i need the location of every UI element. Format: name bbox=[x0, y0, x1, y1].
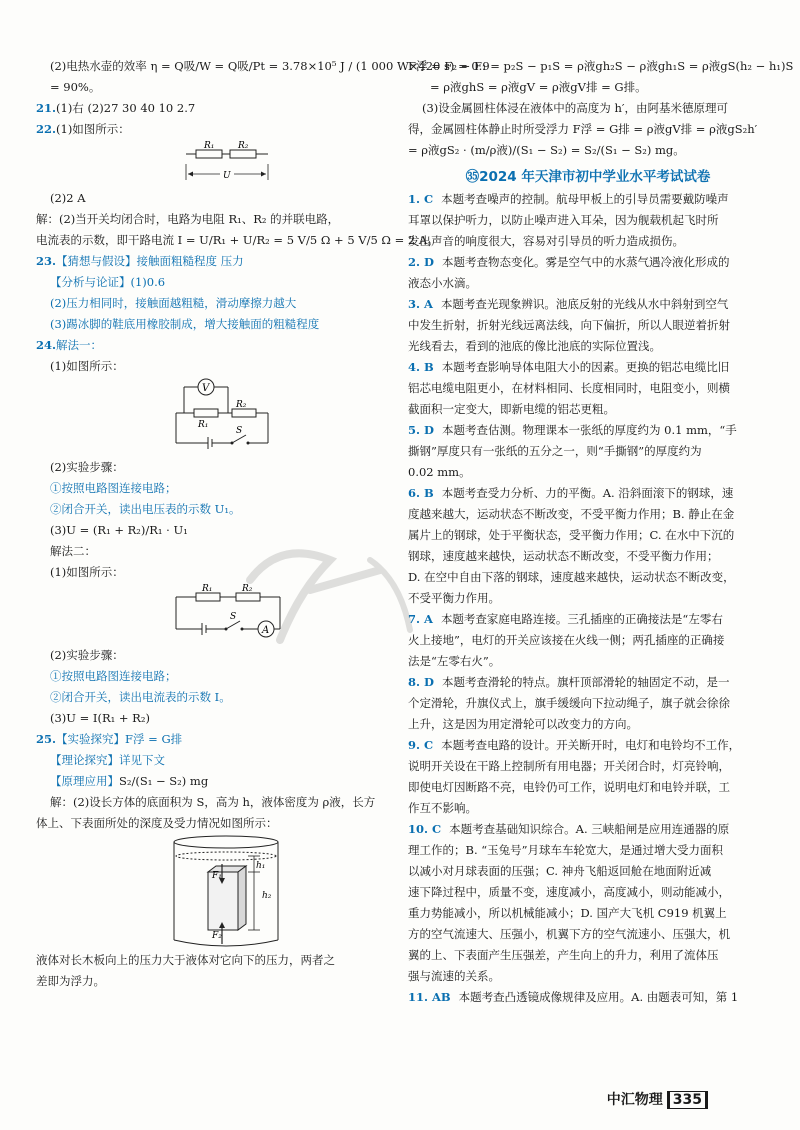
answer-10-line: 速下降过程中，质量不变，速度减小，高度减小，则动能减小， bbox=[408, 885, 730, 899]
answer-7-line: 7. A 本题考查家庭电路连接。三孔插座的正确接法是“左零右 bbox=[408, 612, 723, 626]
r1-label: R₁ bbox=[204, 141, 215, 151]
answer-5-line: 撕钢”厚度只有一张纸的五分之一，则“手撕钢”的厚度约为 bbox=[408, 444, 702, 458]
answer-10-line: 翼的上、下表面产生压强差，产生向上的升力，利用了流体压 bbox=[408, 948, 719, 962]
answer-25-explain1: 解：(2)设长方体的底面积为 S，高为 h，液体密度为 ρ液，长方 bbox=[50, 795, 376, 809]
book-title: 中汇物理 bbox=[606, 1092, 663, 1108]
answer-10-line: 重力势能减小，所以机械能减小；D. 国产大飞机 C919 机翼上 bbox=[408, 906, 727, 920]
h2-label: h₂ bbox=[262, 891, 272, 901]
answer-9-line: 9. C 本题考查电路的设计。开关断开时，电灯和电铃均不工作， bbox=[408, 738, 741, 752]
buoyancy-derivation-2: = ρ液ghS = ρ液gV = ρ液gV排 = G排。 bbox=[430, 80, 647, 94]
page-footer bbox=[607, 1089, 708, 1109]
answer-7-number: 7. A bbox=[408, 612, 433, 626]
voltmeter-circuit-figure bbox=[36, 377, 381, 457]
answer-10-line: 方的空气流速大、压强小，机翼下方的空气流速小、压强大，机 bbox=[408, 927, 730, 941]
answer-8-line: 上升，这是因为用定滑轮可以改变力的方向。 bbox=[408, 717, 638, 731]
method2-step1: ①按照电路图连接电路； bbox=[50, 669, 177, 683]
answer-5-line: 0.02 mm。 bbox=[408, 465, 471, 479]
answer-10-number: 10. C bbox=[408, 822, 442, 836]
h1-label: h₁ bbox=[256, 861, 266, 871]
answer-9-number: 9. C bbox=[408, 738, 434, 752]
answer-24: 24.解法一： bbox=[36, 338, 103, 352]
answer-2-line: 2. D 本题考查物态变化。雾是空气中的水蒸气遇冷液化形成的 bbox=[408, 255, 730, 269]
answer-25-conclusion2: 差即为浮力。 bbox=[36, 974, 105, 988]
answer-6-line: 不受平衡力作用。 bbox=[408, 591, 500, 605]
switch-label-2: S bbox=[230, 612, 237, 622]
answer-9-line: 作互不影响。 bbox=[408, 801, 477, 815]
answer-8-line: 个定滑轮，升旗仪式上，旗手缓缓向下拉动绳子，旗子就会徐徐 bbox=[408, 696, 730, 710]
answer-23-analysis: 【分析与论证】(1)0.6 bbox=[50, 275, 166, 289]
answer-2-line: 液态小水滴。 bbox=[408, 276, 477, 290]
f2-label: F₂ bbox=[212, 931, 222, 941]
switch-label: S bbox=[236, 426, 243, 436]
voltmeter-label: V bbox=[202, 383, 210, 394]
efficiency-line: (2)电热水壶的效率 η = Q吸/W = Q吸/Pt = 3.78×10⁵ J / (1 000 W×420 s) = 0.9 bbox=[50, 59, 490, 73]
right-column bbox=[408, 56, 794, 1008]
answer-7-line: 火上接地”，电灯的开关应该接在火线一侧；两孔插座的正确接 bbox=[408, 633, 725, 647]
answer-6-number: 6. B bbox=[408, 486, 434, 500]
r1-label-3: R₁ bbox=[202, 584, 213, 594]
r2-label-3: R₂ bbox=[242, 584, 253, 594]
buoyancy-figure bbox=[36, 834, 381, 950]
answer-2-number: 2. D bbox=[408, 255, 434, 269]
answer-22-current: 电流表的示数，即干路电流 I = U/R₁ + U/R₂ = 5 V/5 Ω + 5 V/5 Ω = 2 A。 bbox=[36, 233, 439, 247]
answer-25-explain2: 体上、下表面所处的深度及受力情况如图所示： bbox=[36, 816, 278, 830]
f1-label: F₁ bbox=[212, 871, 222, 881]
series-circuit-figure bbox=[36, 140, 381, 188]
answer-10-line: 10. C 本题考查基础知识综合。A. 三峡船闸是应用连通器的原 bbox=[408, 822, 730, 836]
answer-5-number: 5. D bbox=[408, 423, 434, 437]
answer-9-line: 即使电灯因断路不亮，电铃仍可工作，说明电灯和电铃并联，工 bbox=[408, 780, 730, 794]
answer-23-2: (2)压力相同时，接触面越粗糙，滑动摩擦力越大 bbox=[50, 296, 297, 310]
answer-22-2: (2)2 A bbox=[50, 191, 86, 205]
answer-25-application: 【原理应用】S₂/(S₁ − S₂) mg bbox=[50, 774, 209, 788]
u-label: U bbox=[223, 171, 231, 181]
answer-3-number: 3. A bbox=[408, 297, 433, 311]
answer-6-line: D. 在空中自由下落的钢球，速度越来越快，运动状态不断改变， bbox=[408, 570, 735, 584]
answer-11-number: 11. AB bbox=[408, 990, 451, 1004]
answer-6-line: 6. B 本题考查受力分析、力的平衡。A. 沿斜面滚下的钢球，速 bbox=[408, 486, 734, 500]
method2-steps: (2)实验步骤： bbox=[50, 648, 124, 662]
answer-23: 23.【猜想与假设】接触面粗糙程度 压力 bbox=[36, 254, 244, 268]
answer-6-line: 属片上的钢球，处于平衡状态，受平衡力作用；C. 在水中下沉的 bbox=[408, 528, 735, 542]
answer-1-line: 1. C 本题考查噪声的控制。航母甲板上的引导员需要戴防噪声 bbox=[408, 192, 729, 206]
method1-steps: (2)实验步骤： bbox=[50, 460, 124, 474]
answer-23-3: (3)踢冰脚的鞋底用橡胶制成，增大接触面的粗糙程度 bbox=[50, 317, 320, 331]
ammeter-label: A bbox=[262, 625, 270, 636]
answer-9-line: 说明开关设在干路上控制所有用电器；开关闭合时，灯亮铃响， bbox=[408, 759, 730, 773]
buoyancy-derivation-1: F浮 = F₂ − F₁ = p₂S − p₁S = ρ液gh₂S − ρ液gh₁S = ρ液gS(h₂ − h₁)S bbox=[408, 59, 794, 73]
efficiency-result: = 90%。 bbox=[50, 80, 101, 94]
answer-1-line: 耳罩以保护听力，以防止噪声进入耳朵，因为舰载机起飞时所 bbox=[408, 213, 719, 227]
buoyancy-part3-2: 得，金属圆柱体静止时所受浮力 F浮 = G排 = ρ液gV排 = ρ液gS₂h′ bbox=[408, 122, 758, 136]
r2-label: R₂ bbox=[238, 141, 249, 151]
answer-10-line: 强与流速的关系。 bbox=[408, 969, 500, 983]
answer-25: 25.【实验探究】F浮 = G排 bbox=[36, 732, 183, 746]
method2-step2: ②闭合开关，读出电流表的示数 I。 bbox=[50, 690, 231, 704]
answer-list bbox=[408, 189, 768, 1008]
answer-25-theory: 【理论探究】详见下文 bbox=[50, 753, 165, 767]
answer-3-line: 光线看去，看到的池底的像比池底的实际位置浅。 bbox=[408, 339, 661, 353]
answer-4-line: 截面积一定变大，即新电缆的铝芯更粗。 bbox=[408, 402, 615, 416]
answer-1-line: 发出声音的响度很大，容易对引导员的听力造成损伤。 bbox=[408, 234, 684, 248]
answer-1-number: 1. C bbox=[408, 192, 434, 206]
page-number: 335 bbox=[667, 1091, 708, 1109]
watermark-logo bbox=[220, 520, 440, 670]
r2-label-2: R₂ bbox=[236, 400, 247, 410]
method1-figure-caption: (1)如图所示： bbox=[50, 359, 124, 373]
answer-4-line: 铝芯电缆电阻更小，在材料相同、长度相同时，电阻变小，则横 bbox=[408, 381, 730, 395]
method1-step1: ①按照电路图连接电路； bbox=[50, 481, 177, 495]
answer-22-explain: 解：(2)当开关均闭合时，电路为电阻 R₁、R₂ 的并联电路， bbox=[36, 212, 340, 226]
answer-6-line: 度越来越大，运动状态不断改变，不受平衡力作用；B. 静止在金 bbox=[408, 507, 735, 521]
method1-step2: ②闭合开关，读出电压表的示数 U₁。 bbox=[50, 502, 241, 516]
method2-heading: 解法二： bbox=[50, 544, 96, 558]
buoyancy-part3-3: = ρ液gS₂ · (m/ρ液)/(S₁ − S₂) = S₂/(S₁ − S₂) mg。 bbox=[408, 143, 685, 157]
answer-7-line: 法是“左零右火”。 bbox=[408, 654, 501, 668]
exam-number-badge: ㉟ bbox=[465, 169, 480, 185]
answer-3-line: 中发生折射，折射光线远离法线，向下偏折，所以人眼逆着折射 bbox=[408, 318, 730, 332]
r1-label-2: R₁ bbox=[198, 420, 209, 430]
answer-10-line: 以减小对月球表面的压强；C. 神舟飞船返回舱在地面附近减 bbox=[408, 864, 712, 878]
answer-10-line: 理工作的；B. “玉兔号”月球车车轮宽大，是通过增大受力面积 bbox=[408, 843, 724, 857]
answer-25-conclusion1: 液体对长木板向上的压力大于液体对它向下的压力，两者之 bbox=[36, 953, 335, 967]
answer-22: 22.(1)如图所示： bbox=[36, 122, 130, 136]
answer-8-line: 8. D 本题考查滑轮的特点。旗杆顶部滑轮的轴固定不动，是一 bbox=[408, 675, 730, 689]
method1-formula: (3)U = (R₁ + R₂)/R₁ · U₁ bbox=[50, 523, 188, 537]
answer-11-line: 11. AB 本题考查凸透镜成像规律及应用。A. 由题表可知，第 1 bbox=[408, 990, 739, 1004]
answer-5-line: 5. D 本题考查估测。物理课本一张纸的厚度约为 0.1 mm，“手 bbox=[408, 423, 737, 437]
method2-figure-caption: (1)如图所示： bbox=[50, 565, 124, 579]
answer-8-number: 8. D bbox=[408, 675, 434, 689]
answer-6-line: 钢球，速度越来越快，运动状态不断改变，不受平衡力作用； bbox=[408, 549, 719, 563]
answer-4-line: 4. B 本题考查影响导体电阻大小的因素。更换的铝芯电缆比旧 bbox=[408, 360, 730, 374]
buoyancy-part3-1: (3)设金属圆柱体浸在液体中的高度为 h′，由阿基米德原理可 bbox=[422, 101, 728, 115]
answer-3-line: 3. A 本题考查光现象辨识。池底反射的光线从水中斜射到空气 bbox=[408, 297, 729, 311]
exam-title: ㉟2024 年天津市初中学业水平考试试卷 bbox=[465, 169, 711, 185]
method2-formula: (3)U = I(R₁ + R₂) bbox=[50, 711, 150, 725]
answer-4-number: 4. B bbox=[408, 360, 434, 374]
answer-21: 21.(1)右 (2)27 30 40 10 2.7 bbox=[36, 101, 196, 115]
